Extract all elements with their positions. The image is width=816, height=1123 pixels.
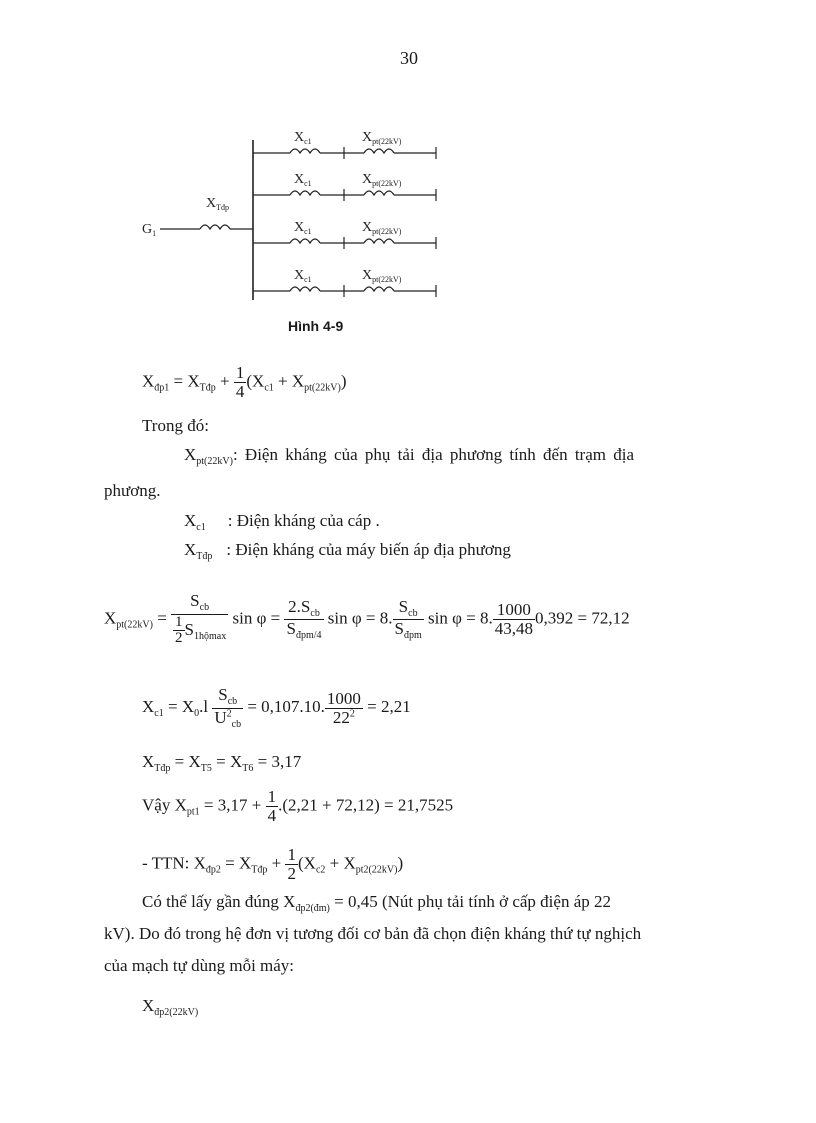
definition-xc1: $X_{c1}$ : Điện kháng của cáp . xyxy=(184,511,380,533)
g-label: $G_1$ xyxy=(142,222,157,238)
definition-xpt-cont: phương. xyxy=(104,481,161,500)
equation-xdp2: - TTN: $X_{đp2} = X_{Tđp}$ + $\frac{1}{2}$ $(X_{c2} + X_{pt2(22kV)})$ xyxy=(142,845,404,883)
xtdp-label: $X_{Tđp}$ xyxy=(206,196,230,212)
paragraph-line-1: Có thể lấy gần đúng $X_{đp2(đm)} = 0,45$ (Nút phụ tải tính ở cấp điện áp 22 xyxy=(142,892,611,914)
xc1-label-2: $X_{c1}$ xyxy=(294,172,312,188)
trong-do-label: Trong đó: xyxy=(142,416,209,435)
xc1-label-4: $X_{c1}$ xyxy=(294,268,312,284)
paragraph-line-3: của mạch tự dùng mỗi máy: xyxy=(104,956,295,975)
branch-3 xyxy=(253,237,436,249)
xpt-label-1: $X_{pt(22kV)}$ xyxy=(362,130,402,146)
equation-xtdp: $X_{Tđp} = X_{T5} = X_{T6} = 3,17$ xyxy=(142,752,302,774)
figure-caption: Hình 4-9 xyxy=(288,318,344,334)
equation-xdp2-22kv: $X_{đp2(22kV)}$ xyxy=(142,996,199,1018)
equation-xdp1: $X_{đp1} = X_{Tđp}$ + $\frac{1}{4}$ $(X_{c1} + X_{pt(22kV)})$ xyxy=(142,363,347,401)
definition-xpt: $X_{pt(22kV)}$: Điện kháng của phụ tải địa phương tính đến trạm địa xyxy=(184,445,634,467)
xpt-label-4: $X_{pt(22kV)}$ xyxy=(362,268,402,284)
definition-xtdp: $X_{Tđp}$ : Điện kháng của máy biến áp địa phương xyxy=(184,540,511,562)
branch-1 xyxy=(253,147,436,159)
paragraph-line-2: kV). Do đó trong hệ đơn vị tương đối cơ bản đã chọn điện kháng thứ tự nghịch xyxy=(104,924,642,943)
xc1-label-3: $X_{c1}$ xyxy=(294,220,312,236)
xc1-label-1: $X_{c1}$ xyxy=(294,130,312,146)
fraction-1-4: $\frac{1}{4}$ xyxy=(235,363,245,401)
page-number: 30 xyxy=(400,48,418,68)
branch-2 xyxy=(253,189,436,201)
equation-xc1: $X_{c1} = X_0.l$ $\frac{S_{cb}}{U^2_{cb}}$ = 0,107.10. $\frac{1000}{22^2}$ = 2,21 xyxy=(142,685,411,730)
equation-xpt: $X_{pt(22kV)}$ = $S_{cb}$ $\frac{1}{2}$ $S_{1hộmax}$ sin φ = $\frac{2.S_{cb}}{S_{đpm/4}}$ sin φ = 8. $\frac{S_{cb}}{S_{đpm}}$ sin φ = 8. $\frac{1000}{43,48}$ 0,392 = 72,12 xyxy=(104,591,630,647)
xpt-label-3: $X_{pt(22kV)}$ xyxy=(362,220,402,236)
branch-4 xyxy=(253,285,436,297)
circuit-diagram xyxy=(120,115,460,315)
xpt-label-2: $X_{pt(22kV)}$ xyxy=(362,172,402,188)
equation-xpt1: Vậy $X_{pt1} = 3,17$ + $\frac{1}{4}$ .(2,21 + 72,12) = 21,7525 xyxy=(142,787,454,825)
xtdp-coil xyxy=(200,225,230,229)
